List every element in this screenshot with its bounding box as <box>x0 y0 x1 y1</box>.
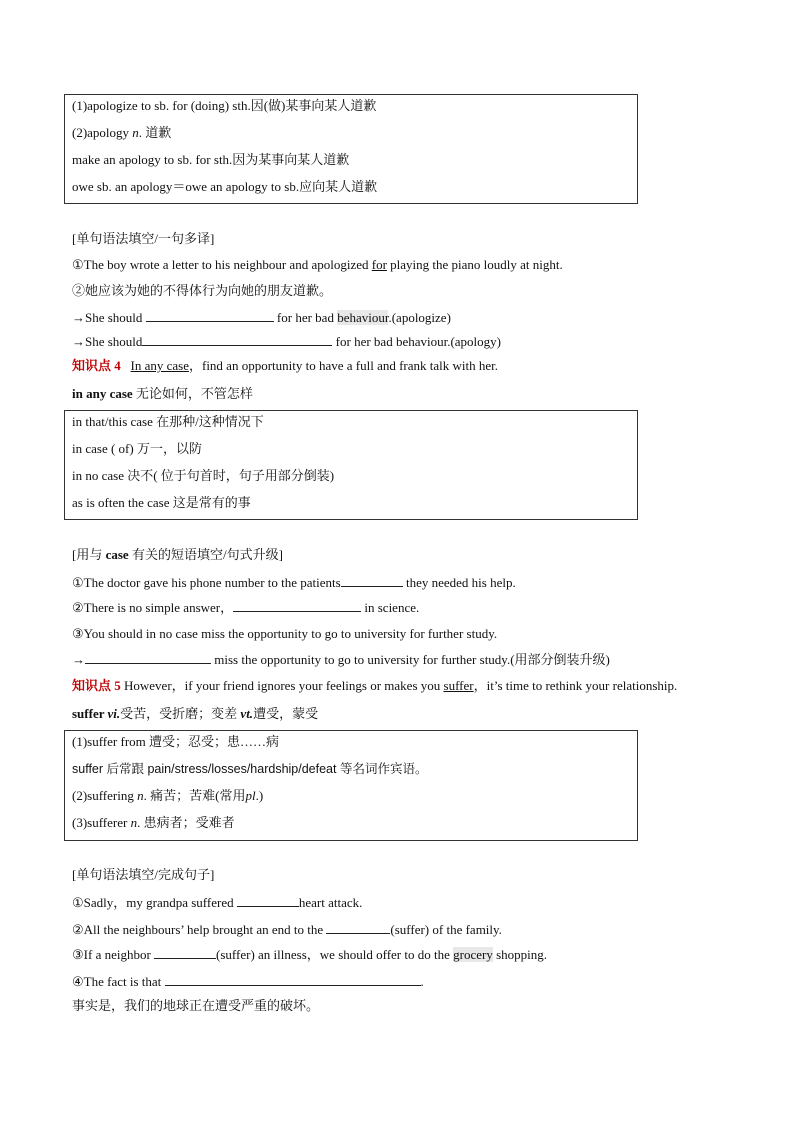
box-line: (1)suffer from 遭受；忍受；患……病 <box>72 734 280 749</box>
exercise-line: ②All the neighbours’ help brought an end to the (suffer) of the family. <box>72 922 502 937</box>
exercise-line: 事实是，我们的地球正在遭受严重的破坏。 <box>72 998 320 1013</box>
apologize-usage-box <box>64 94 638 204</box>
case-phrases-box <box>64 410 638 520</box>
section-header: [单句语法填空/一句多译] <box>72 231 215 246</box>
phrase-title: suffer vi.受苦，受折磨；变差 vt.遭受，蒙受 <box>72 706 319 721</box>
box-line: in no case 决不( 位于句首时，句子用部分倒装) <box>72 468 335 483</box>
answer-blank[interactable] <box>85 651 211 664</box>
answer-text: for <box>371 257 387 272</box>
exercise-line: ①The doctor gave his phone number to the patients they needed his help. <box>72 575 516 590</box>
box-line: in that/this case 在那种/这种情况下 <box>72 414 264 429</box>
box-line: suffer 后常跟 pain/stress/losses/hardship/defeat 等名词作宾语。 <box>72 762 428 776</box>
answer-blank[interactable] <box>233 599 361 612</box>
exercise-line: →She should for her bad behaviour.(apologize) <box>72 310 451 325</box>
answer-blank[interactable] <box>142 333 332 346</box>
answer-blank[interactable] <box>165 973 421 986</box>
answer-blank[interactable] <box>154 946 216 959</box>
phrase-title: in any case 无论如何，不管怎样 <box>72 386 253 401</box>
answer-blank[interactable] <box>146 309 274 322</box>
exercise-line: ③You should in no case miss the opportunity to go to university for further study. <box>72 626 498 641</box>
suffer-usage-box <box>64 730 638 841</box>
exercise-line: ①Sadly，my grandpa suffered heart attack. <box>72 895 363 910</box>
answer-blank[interactable] <box>326 921 390 934</box>
box-line: owe sb. an apology＝owe an apology to sb.应向某人道歉 <box>72 179 378 194</box>
knowledge-point-label: 知识点 4 <box>72 358 121 373</box>
box-line: (1)apologize to sb. for (doing) sth.因(做)某事向某人道歉 <box>72 98 377 113</box>
box-line: make an apology to sb. for sth.因为某事向某人道歉 <box>72 152 350 167</box>
answer-blank[interactable] <box>237 894 299 907</box>
knowledge-point-label: 知识点 5 <box>72 678 121 693</box>
answer-blank[interactable] <box>341 574 403 587</box>
section-header: [单句语法填空/完成句子] <box>72 867 215 882</box>
box-line: (2)apology n. 道歉 <box>72 125 172 140</box>
knowledge-point-line: 知识点 4 In any case，find an opportunity to have a full and frank talk with her. <box>72 358 499 373</box>
exercise-line: → miss the opportunity to go to university for further study.(用部分倒装升级) <box>72 652 610 667</box>
knowledge-point-line: 知识点 5 However，if your friend ignores your feelings or makes you suffer，it’s time to rethink your relationship. <box>72 678 678 693</box>
exercise-line: →She should for her bad behaviour.(apology) <box>72 334 502 349</box>
box-line: in case ( of) 万一，以防 <box>72 441 202 456</box>
exercise-line: ④The fact is that . <box>72 974 424 989</box>
section-header: [用与 case 有关的短语填空/句式升级] <box>72 547 283 562</box>
exercise-line: ②她应该为她的不得体行为向她的朋友道歉。 <box>72 283 333 298</box>
exercise-line: ①The boy wrote a letter to his neighbour and apologized for playing the piano loudly at night. <box>72 257 563 272</box>
box-line: as is often the case 这是常有的事 <box>72 495 251 510</box>
exercise-line: ③If a neighbor (suffer) an illness，we should offer to do the grocery shopping. <box>72 947 548 962</box>
box-line: (2)suffering n. 痛苦；苦难(常用pl.) <box>72 788 264 803</box>
box-line: (3)sufferer n. 患病者；受难者 <box>72 815 235 830</box>
exercise-line: ②There is no simple answer， in science. <box>72 600 420 615</box>
